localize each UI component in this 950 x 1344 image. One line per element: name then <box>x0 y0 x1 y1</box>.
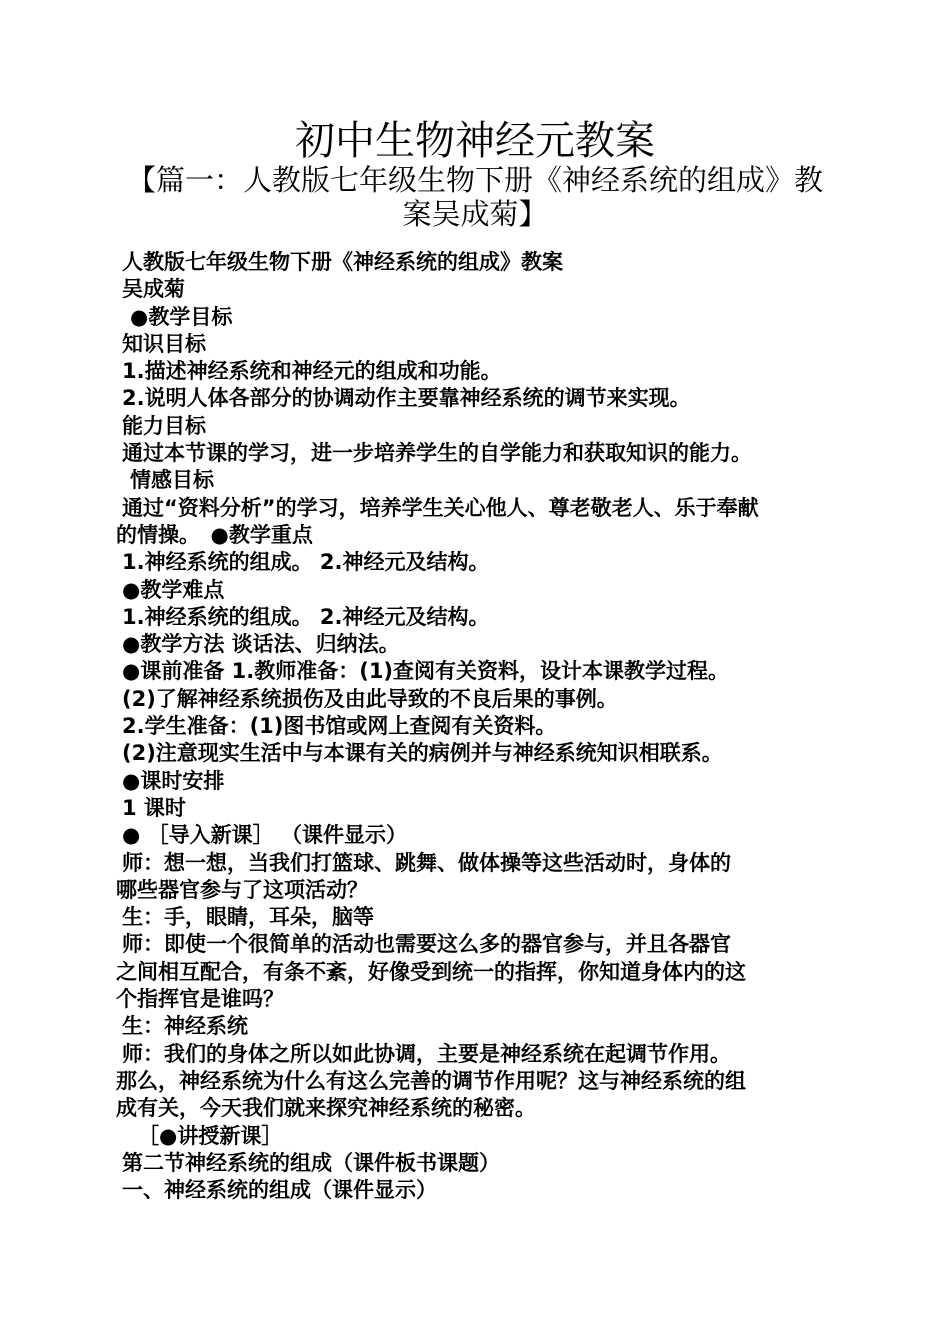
body-line: 生：神经系统 <box>122 1014 248 1039</box>
body-line: 师：想一想，当我们打篮球、跳舞、做体操等这些活动时，身体的 <box>122 850 731 875</box>
body-line: 师：即使一个很简单的活动也需要这么多的器官参与，并且各器官 <box>122 932 731 957</box>
body-line: (2)了解神经系统损伤及由此导致的不良后果的事例。 <box>122 686 618 711</box>
document-subtitle <box>110 163 840 231</box>
body-line: 情感目标 <box>130 468 214 493</box>
body-line: 哪些器官参与了这项活动？ <box>116 877 368 902</box>
body-line: 1 课时 <box>122 795 186 820</box>
body-line: 吴成菊 <box>122 277 185 302</box>
section-heading: ●课前准备 1.教师准备：(1)查阅有关资料，设计本课教学过程。 <box>122 659 730 684</box>
section-heading: ●教学方法 谈话法、归纳法。 <box>122 632 400 657</box>
section-heading: ● ［导入新课］ （课件显示） <box>122 823 407 848</box>
body-line: 知识目标 <box>122 331 206 356</box>
document-body <box>116 249 846 1204</box>
document-title: 初中生物神经元教案 <box>295 118 655 164</box>
body-line: 1.神经系统的组成。 2.神经元及结构。 <box>122 550 490 575</box>
body-line: 2.说明人体各部分的协调动作主要靠神经系统的调节来实现。 <box>122 386 691 411</box>
body-line: (2)注意现实生活中与本课有关的病例并与神经系统知识相联系。 <box>122 741 723 766</box>
body-line: 师：我们的身体之所以如此协调，主要是神经系统在起调节作用。 <box>122 1041 731 1066</box>
body-line: 人教版七年级生物下册《神经系统的组成》教案 <box>122 250 563 274</box>
body-line: 1.描述神经系统和神经元的组成和功能。 <box>122 359 502 384</box>
section-heading: 第二节神经系统的组成（课件板书课题） <box>122 1150 500 1175</box>
body-line: 之间相互配合，有条不紊，好像受到统一的指挥，你知道身体内的这 <box>116 959 746 984</box>
body-line: 生：手，眼睛，耳朵，脑等 <box>122 905 374 930</box>
body-line: 个指挥官是谁吗？ <box>116 987 284 1012</box>
section-heading: ●教学目标 <box>130 304 233 329</box>
body-line: 那么，神经系统为什么有这么完善的调节作用呢？这与神经系统的组 <box>116 1068 746 1093</box>
subtitle-line: 【篇一：人教版七年级生物下册《神经系统的组成》教 <box>126 163 823 197</box>
body-line: 能力目标 <box>122 413 206 438</box>
body-line: 成有关，今天我们就来探究神经系统的秘密。 <box>116 1096 536 1121</box>
body-line: 1.神经系统的组成。 2.神经元及结构。 <box>122 604 490 629</box>
body-line: 2.学生准备：(1)图书馆或网上查阅有关资料。 <box>122 714 557 739</box>
subtitle-line: 案吴成菊】 <box>402 197 548 231</box>
section-heading: 一、神经系统的组成（课件显示） <box>122 1178 437 1203</box>
section-heading: ［●讲授新课］ <box>138 1123 283 1148</box>
section-heading: ●课时安排 <box>122 768 225 793</box>
body-line: 的情操。 ●教学重点 <box>116 522 313 547</box>
section-heading: ●教学难点 <box>122 577 225 602</box>
body-line: 通过“资料分析”的学习，培养学生关心他人、尊老敬老人、乐于奉献 <box>122 495 759 520</box>
body-line: 通过本节课的学习，进一步培养学生的自学能力和获取知识的能力。 <box>122 441 752 466</box>
